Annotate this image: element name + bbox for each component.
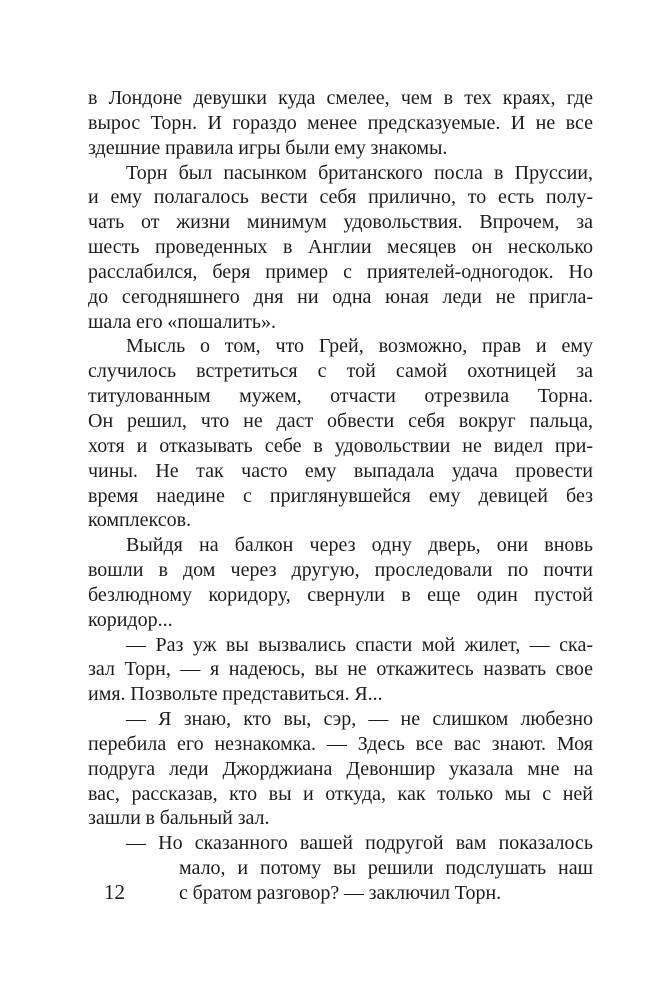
text-line: Выйдя на балкон через одну дверь, они вновь bbox=[126, 534, 593, 557]
page-number: 12 bbox=[104, 880, 125, 904]
text-line: зашли в бальный зал. bbox=[88, 807, 270, 830]
text-line: коридор... bbox=[88, 608, 173, 631]
text-line: расслабился, беря пример с приятелей-одногодок. Но bbox=[88, 260, 593, 283]
text-line: Торн был пасынком британского посла в Пруссии, bbox=[126, 161, 593, 184]
text-line: имя. Позвольте представиться. Я... bbox=[88, 683, 383, 706]
text-line: — Раз уж вы вызвались спасти мой жилет, — ска- bbox=[126, 633, 593, 656]
text-line: вошли в дом через другую, проследовали по почти bbox=[88, 559, 593, 582]
text-line: и ему полагалось вести себя прилично, то есть полу- bbox=[88, 186, 593, 209]
text-line: зал Торн, — я надеюсь, вы не откажитесь назвать свое bbox=[88, 658, 593, 681]
text-line: комплексов. bbox=[88, 509, 192, 532]
text-line: шала его «пошалить». bbox=[88, 310, 276, 333]
text-line: шесть проведенных в Англии месяцев он несколько bbox=[88, 236, 593, 259]
text-line: вырос Торн. И гораздо менее предсказуемые. И не все bbox=[88, 111, 593, 134]
text-line: чать от жизни минимум удовольствия. Впрочем, за bbox=[88, 211, 593, 234]
text-line: подруга леди Джорджиана Девоншир указала мне на bbox=[88, 757, 593, 780]
text-line: перебила его незнакомка. — Здесь все вас знают. Моя bbox=[88, 732, 593, 755]
text-line: — Но сказанного вашей подругой вам показалось bbox=[126, 832, 593, 855]
text-line: в Лондоне девушки куда смелее, чем в тех краях, где bbox=[88, 87, 593, 109]
text-line: здешние правила игры были ему знакомы. bbox=[88, 136, 448, 159]
text-line: Мысль о том, что Грей, возможно, прав и ему bbox=[126, 335, 593, 358]
text-line: вас, рассказав, кто вы и откуда, как только мы с ней bbox=[88, 782, 593, 805]
text-line: до сегодняшнего дня ни одна юная леди не пригла- bbox=[88, 285, 593, 308]
text-line: случилось встретиться с той самой охотницей за bbox=[88, 360, 593, 383]
text-line: с братом разговор? — заключил Торн. bbox=[179, 882, 502, 904]
text-line: мало, и потому вы решили подслушать наш bbox=[179, 857, 593, 880]
text-line: Он решил, что не даст обвести себя вокруг пальца, bbox=[88, 409, 593, 432]
text-line: хотя и отказывать себе в удовольствии не видел при- bbox=[88, 434, 593, 457]
text-line: безлюдному коридору, свернули в еще один пустой bbox=[88, 583, 593, 606]
text-line: титулованным мужем, отчасти отрезвила Торна. bbox=[88, 385, 593, 408]
text-line: — Я знаю, кто вы, сэр, — не слишком любезно bbox=[126, 708, 593, 731]
page-text bbox=[88, 86, 593, 906]
text-line: чины. Не так часто ему выпадала удача провести bbox=[88, 459, 593, 482]
text-line: время наедине с приглянувшейся ему девицей без bbox=[88, 484, 593, 507]
